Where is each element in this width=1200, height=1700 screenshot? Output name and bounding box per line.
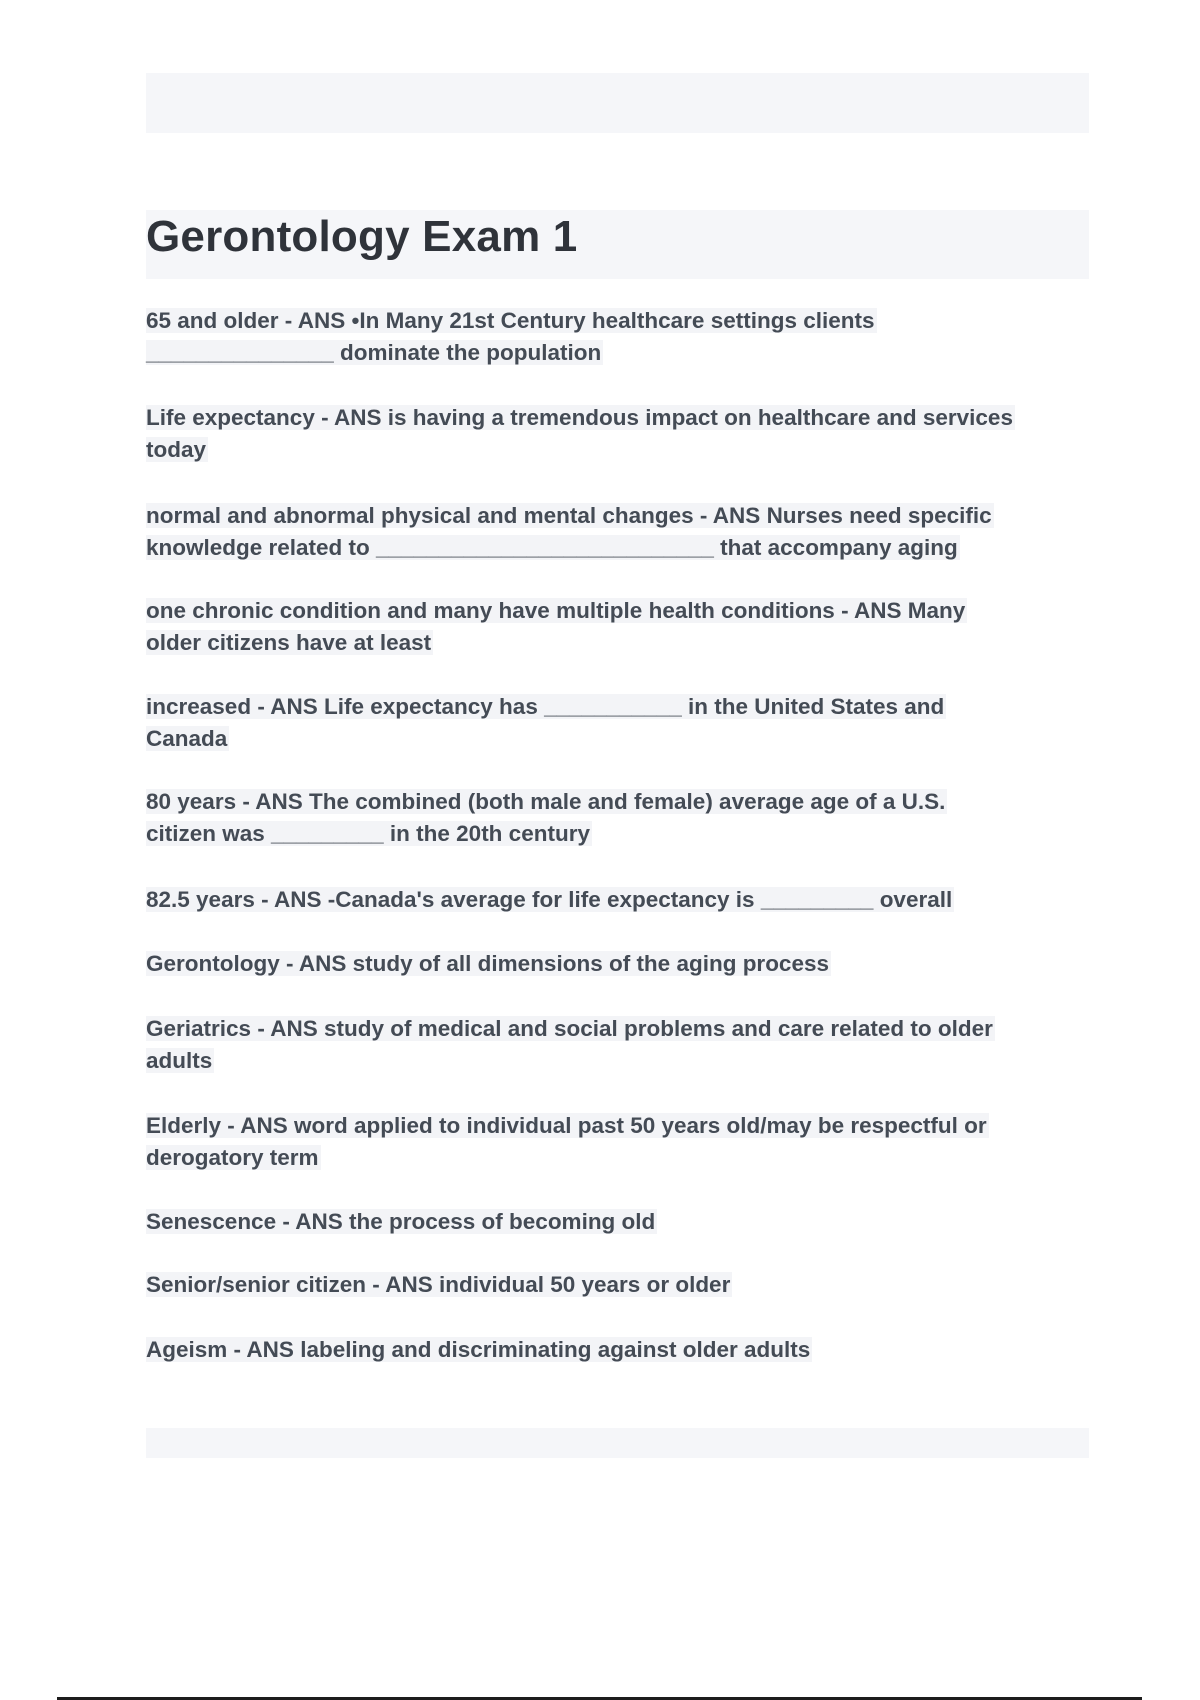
header-band bbox=[146, 73, 1089, 133]
flashcard-item bbox=[146, 1334, 1089, 1366]
flashcard-line bbox=[146, 337, 1089, 369]
flashcard-line bbox=[146, 818, 1089, 850]
flashcard-item bbox=[146, 1206, 1089, 1238]
flashcard-item bbox=[146, 691, 1089, 755]
flashcard-item bbox=[146, 884, 1089, 916]
flashcard-text: Life expectancy - ANS is having a tremendous impact on healthcare and services bbox=[146, 405, 1013, 430]
flashcard-text: Canada bbox=[146, 726, 228, 751]
flashcard-text: normal and abnormal physical and mental changes - ANS Nurses need specific bbox=[146, 503, 992, 528]
flashcard-item bbox=[146, 948, 1089, 980]
flashcard-text: one chronic condition and many have multiple health conditions - ANS Many bbox=[146, 598, 966, 623]
flashcard-line bbox=[146, 532, 1089, 564]
flashcard-item bbox=[146, 786, 1089, 850]
flashcard-line bbox=[146, 305, 1089, 337]
flashcard-line bbox=[146, 1013, 1089, 1045]
flashcard-text: Elderly - ANS word applied to individual past 50 years old/may be respectful or bbox=[146, 1113, 987, 1138]
flashcard-line bbox=[146, 595, 1089, 627]
flashcard-item bbox=[146, 595, 1089, 659]
flashcard-text: citizen was _________ in the 20th century bbox=[146, 821, 590, 846]
flashcard-item bbox=[146, 500, 1089, 564]
flashcard-text: Geriatrics - ANS study of medical and social problems and care related to older bbox=[146, 1016, 993, 1041]
flashcard-line bbox=[146, 948, 1089, 980]
flashcard-text: 82.5 years - ANS -Canada's average for life expectancy is _________ overall bbox=[146, 887, 953, 912]
flashcard-text: Senescence - ANS the process of becoming old bbox=[146, 1209, 656, 1234]
flashcard-item bbox=[146, 1269, 1089, 1301]
flashcard-text: _______________ dominate the population bbox=[146, 340, 602, 365]
flashcard-line bbox=[146, 1110, 1089, 1142]
flashcard-text: derogatory term bbox=[146, 1145, 319, 1170]
flashcard-text: older citizens have at least bbox=[146, 630, 432, 655]
flashcard-line bbox=[146, 627, 1089, 659]
document-title: Gerontology Exam 1 bbox=[146, 212, 578, 261]
flashcard-item bbox=[146, 402, 1089, 466]
flashcard-text: Senior/senior citizen - ANS individual 50 years or older bbox=[146, 1272, 731, 1297]
flashcard-item bbox=[146, 305, 1089, 369]
flashcard-text: Gerontology - ANS study of all dimensions of the aging process bbox=[146, 951, 829, 976]
flashcard-line bbox=[146, 884, 1089, 916]
flashcard-line bbox=[146, 1045, 1089, 1077]
flashcard-line bbox=[146, 434, 1089, 466]
flashcard-line bbox=[146, 500, 1089, 532]
flashcard-line bbox=[146, 1269, 1089, 1301]
flashcard-line bbox=[146, 1334, 1089, 1366]
flashcard-text: 80 years - ANS The combined (both male and female) average age of a U.S. bbox=[146, 789, 946, 814]
flashcard-line bbox=[146, 402, 1089, 434]
flashcard-text: adults bbox=[146, 1048, 213, 1073]
flashcard-text: knowledge related to ___________________________ that accompany aging bbox=[146, 535, 958, 560]
flashcard-line bbox=[146, 786, 1089, 818]
flashcard-line bbox=[146, 691, 1089, 723]
flashcard-item bbox=[146, 1013, 1089, 1077]
flashcard-line bbox=[146, 1206, 1089, 1238]
flashcard-text: 65 and older - ANS •In Many 21st Century healthcare settings clients bbox=[146, 308, 875, 333]
flashcard-line bbox=[146, 1142, 1089, 1174]
flashcard-line bbox=[146, 723, 1089, 755]
footer-band bbox=[146, 1428, 1089, 1458]
flashcard-text: today bbox=[146, 437, 207, 462]
flashcard-item bbox=[146, 1110, 1089, 1174]
flashcard-text: Ageism - ANS labeling and discriminating against older adults bbox=[146, 1337, 811, 1362]
flashcard-text: increased - ANS Life expectancy has ___________ in the United States and bbox=[146, 694, 945, 719]
